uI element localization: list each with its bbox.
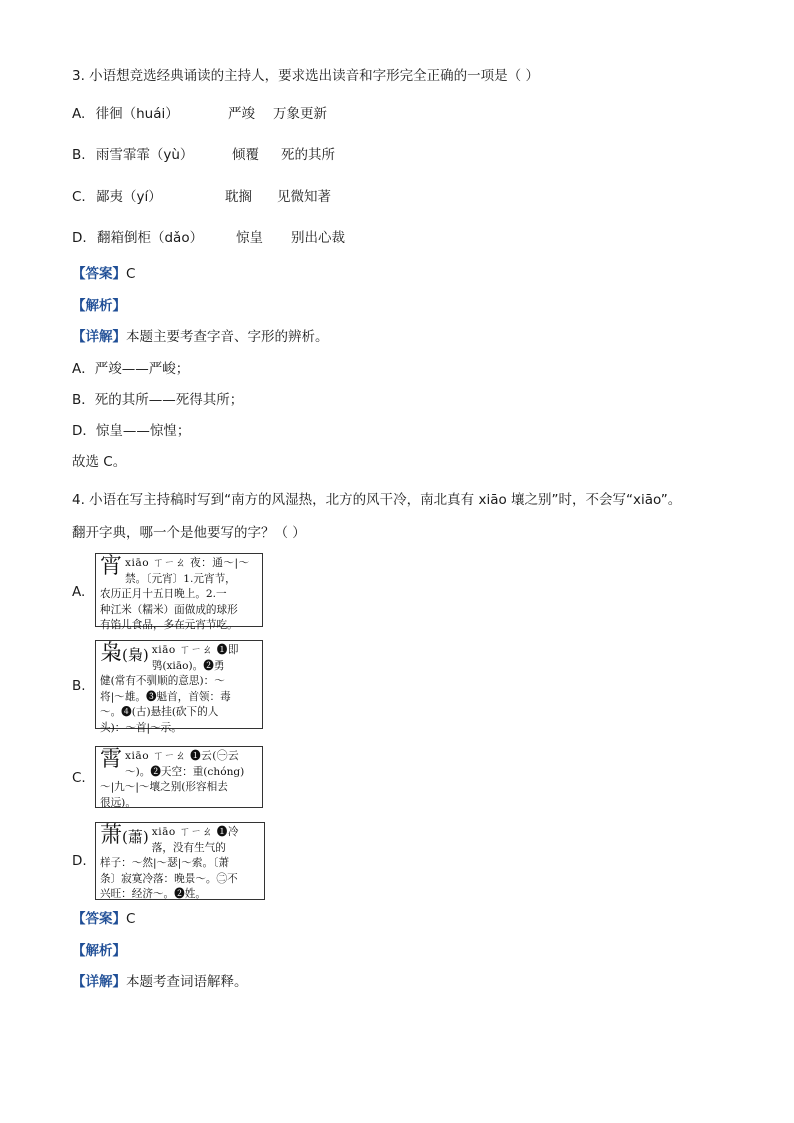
entry-line: 农历正月十五日晚上。2.一 bbox=[100, 588, 227, 601]
option-term: 鄙夷（yí） bbox=[96, 189, 162, 205]
option-letter: B. bbox=[72, 147, 86, 163]
q3-note-a: A．严竣——严峻； bbox=[72, 361, 190, 377]
headword-traditional: (蕭) bbox=[122, 828, 149, 846]
headword bbox=[100, 643, 149, 666]
q4-option-c-dict-entry[interactable] bbox=[95, 746, 263, 808]
option-term: 徘徊（huái） bbox=[95, 106, 179, 122]
detail-text: 本题考查词语解释。 bbox=[126, 974, 248, 990]
option-term: 雨雪霏霏（yù） bbox=[95, 147, 194, 163]
entry-line: 健(常有不驯顺的意思)：～ bbox=[100, 675, 225, 688]
answer-value: C bbox=[126, 911, 136, 927]
q4-option-a-dict-entry[interactable] bbox=[95, 553, 263, 632]
q4-stem-line2: 翻开字典，哪一个是他要写的字？（ ） bbox=[72, 525, 306, 541]
entry-line: ～)。❷天空：重(chóng) bbox=[125, 765, 245, 778]
q3-note-d: D．惊皇——惊惶； bbox=[72, 423, 191, 439]
entry-line: 头)：～首|～示。 bbox=[100, 721, 182, 734]
entry-line: 种江米（糯米）面做成的球形 bbox=[100, 603, 238, 616]
headword-traditional: (梟) bbox=[122, 646, 149, 664]
q3-option-b[interactable] bbox=[72, 146, 193, 164]
q3-option-a[interactable] bbox=[72, 105, 179, 123]
q4-stem-line1: 4. 小语在写主持稿时写到“南方的风湿热，北方的风干冷，南北真有 xiāo 壤之别”时，不会写“xiāo”。 bbox=[72, 492, 682, 508]
entry-line: 落，没有生气的 bbox=[151, 841, 226, 854]
entry-line: 很远)。 bbox=[100, 796, 136, 809]
q4-option-a-letter[interactable]: A. bbox=[72, 584, 86, 600]
q4-answer bbox=[72, 910, 135, 928]
q3-option-d-word3: 别出心裁 bbox=[291, 230, 345, 246]
entry-line: 将|～雄。❸魁首，首领：毒 bbox=[100, 690, 231, 703]
q3-option-a-word3: 万象更新 bbox=[273, 106, 327, 122]
headword-char: 枭 bbox=[100, 641, 123, 666]
q3-analysis-tag bbox=[72, 297, 126, 315]
q3-answer bbox=[72, 265, 135, 283]
entry-line: ～。❹(古)悬挂(砍下的人 bbox=[100, 706, 219, 719]
option-letter: A. bbox=[72, 106, 86, 122]
q3-option-c-word3: 见微知著 bbox=[277, 189, 331, 205]
answer-tag: 【答案】 bbox=[72, 911, 126, 927]
entry-line: xiāo ㄒㄧㄠ ❶即 bbox=[151, 644, 239, 656]
option-letter: C. bbox=[72, 189, 86, 205]
analysis-tag: 【解析】 bbox=[72, 943, 126, 959]
q4-option-b-letter[interactable]: B. bbox=[72, 678, 86, 694]
q4-analysis-tag bbox=[72, 942, 126, 960]
analysis-tag: 【解析】 bbox=[72, 298, 126, 314]
option-term: 翻箱倒柜（dǎo） bbox=[96, 230, 204, 246]
q3-option-c-word2: 耽搁 bbox=[225, 189, 252, 205]
q4-option-d-letter[interactable]: D. bbox=[72, 853, 87, 869]
q3-note-b: B．死的其所——死得其所； bbox=[72, 392, 244, 408]
entry-line: 条〕寂寞冷落：晚景～。㊁不 bbox=[100, 872, 238, 885]
q4-option-b-dict-entry[interactable] bbox=[95, 640, 263, 734]
answer-tag: 【答案】 bbox=[72, 266, 126, 282]
detail-tag: 【详解】 bbox=[72, 329, 126, 345]
q3-option-b-word2: 倾覆 bbox=[232, 147, 259, 163]
q3-option-d-word2: 惊皇 bbox=[236, 230, 263, 246]
headword bbox=[100, 825, 149, 848]
detail-tag: 【详解】 bbox=[72, 974, 126, 990]
q3-detail bbox=[72, 328, 329, 346]
answer-value: C bbox=[126, 266, 136, 282]
q3-option-b-word3: 死的其所 bbox=[281, 147, 335, 163]
detail-text: 本题主要考查字音、字形的辨析。 bbox=[126, 329, 329, 345]
q3-option-c[interactable] bbox=[72, 188, 162, 206]
headword-char: 萧 bbox=[100, 823, 123, 848]
headword: 霄 bbox=[100, 747, 123, 772]
entry-line: xiāo ㄒㄧㄠ ❶云(㊀云 bbox=[125, 750, 240, 762]
q3-conclusion: 故选 C。 bbox=[72, 454, 127, 470]
q4-option-c-letter[interactable]: C. bbox=[72, 770, 86, 786]
entry-line: xiāo ㄒㄧㄠ ❶冷 bbox=[151, 826, 239, 838]
entry-line: 样子：～然|～瑟|～索。〔萧 bbox=[100, 857, 229, 870]
q4-option-d-dict-entry[interactable] bbox=[95, 822, 265, 900]
entry-line: xiāo ㄒㄧㄠ 夜：通～|～ bbox=[125, 557, 250, 569]
entry-line: 兴旺：经济～。❷姓。 bbox=[100, 888, 206, 901]
entry-line: 禁。〔元宵〕1.元宵节， bbox=[125, 572, 236, 585]
option-letter: D. bbox=[72, 230, 87, 246]
entry-line: 鸮(xiāo)。❷勇 bbox=[151, 659, 225, 672]
headword: 宵 bbox=[100, 554, 123, 579]
q3-option-a-word2: 严竣 bbox=[228, 106, 255, 122]
q4-detail bbox=[72, 973, 248, 991]
entry-line: ～|九～|～壤之别(形容相去 bbox=[100, 781, 228, 794]
q3-option-d[interactable] bbox=[72, 229, 203, 247]
q3-stem: 3. 小语想竞选经典诵读的主持人，要求选出读音和字形完全正确的一项是（ ） bbox=[72, 68, 539, 84]
entry-line: 有馅儿食品，多在元宵节吃。 bbox=[100, 619, 238, 632]
